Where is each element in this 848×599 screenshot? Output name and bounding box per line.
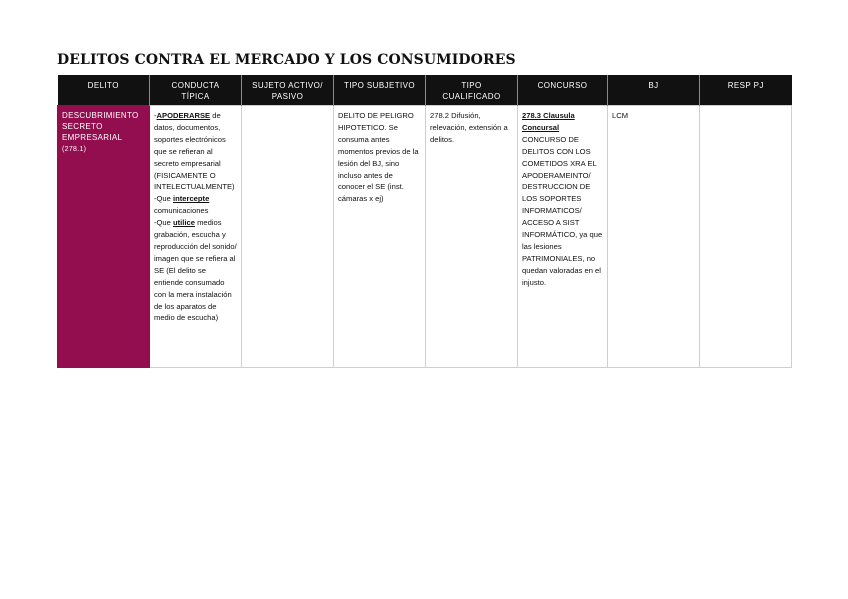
tipo-subjetivo-cell: DELITO DE PELIGRO HIPOTETICO. Se consuma antes momentos previos de la lesión del BJ, sino incluso antes de conocer el SE (inst. cámaras x ej): [334, 106, 426, 368]
header-conducta-tipica-label: CONDUCTA TÍPICA: [171, 81, 220, 101]
header-delito: [58, 75, 150, 106]
conducta-item-prefix: -Que: [154, 218, 173, 228]
bj-cell: LCM: [608, 106, 700, 368]
conducta-item-text: medios grabación, escucha y reproducción del sonido/ imagen que se refiera al SE (El delito se entiende consumado con la mera instalación de los aparatos de medio de escucha): [154, 218, 237, 323]
document-title: DELITOS CONTRA EL MERCADO Y LOS CONSUMIDORES: [57, 52, 516, 68]
header-tipo-subjetivo: [334, 75, 426, 106]
crime-table: [57, 75, 792, 368]
header-resp-pj-label: RESP PJ: [727, 81, 764, 90]
conducta-item-text: de datos, documentos, soportes electrónicos que se refieran al secreto empresarial (FISICAMENTE O INTELECTUALMENTE): [154, 111, 235, 192]
header-resp-pj: [700, 75, 792, 106]
table-row: [58, 106, 792, 368]
concurso-body: CONCURSO DE DELITOS CON LOS COMETIDOS XRA EL APODERAMEINTO/ DESTRUCCION DE LOS SOPORTES INFORMATICOS/ ACCESO A SIST INFORMÁTICO, ya que las lesiones PATRIMONIALES, no quedan valoradas en el injusto.: [522, 134, 603, 287]
conducta-item-prefix: -: [154, 111, 157, 120]
header-tipo-subjetivo-label: TIPO SUBJETIVO: [344, 81, 415, 90]
conducta-keyword-intercepte: intercepte: [173, 194, 210, 204]
header-bj: [608, 75, 700, 106]
header-tipo-cualificado-label: TIPO CUALIFICADO: [442, 81, 501, 101]
header-concurso: [518, 75, 608, 106]
concurso-heading: 278.3 Clausula Concursal: [522, 111, 575, 132]
header-sujeto-label: SUJETO ACTIVO/ PASIVO: [252, 81, 323, 101]
header-sujeto: [242, 75, 334, 106]
conducta-keyword-apoderarse: APODERARSE: [156, 111, 211, 120]
delito-article-ref: (278.1): [62, 146, 87, 153]
resp-pj-cell: [700, 106, 792, 368]
conducta-item-text: comunicaciones: [154, 206, 209, 216]
header-conducta-tipica: [150, 75, 242, 106]
conducta-cell: [150, 106, 242, 368]
delito-cell: [58, 106, 150, 368]
header-tipo-cualificado: [426, 75, 518, 106]
header-concurso-label: CONCURSO: [537, 81, 588, 90]
tipo-cualificado-cell: 278.2 Difusión, relevación, extensión a delitos.: [426, 106, 518, 368]
conducta-keyword-utilice: utilice: [173, 218, 195, 228]
concurso-cell: [518, 106, 608, 368]
header-row: [58, 75, 792, 106]
conducta-item-intercepte: [154, 193, 237, 217]
sujeto-cell: [242, 106, 334, 368]
conducta-item-apoderarse: [154, 110, 237, 193]
header-delito-label: DELITO: [87, 81, 119, 90]
conducta-item-prefix: -Que: [154, 194, 173, 204]
delito-name: DESCUBRIMIENTO SECRETO EMPRESARIAL: [62, 111, 139, 142]
conducta-item-utilice: [154, 217, 237, 324]
header-bj-label: BJ: [648, 81, 659, 90]
